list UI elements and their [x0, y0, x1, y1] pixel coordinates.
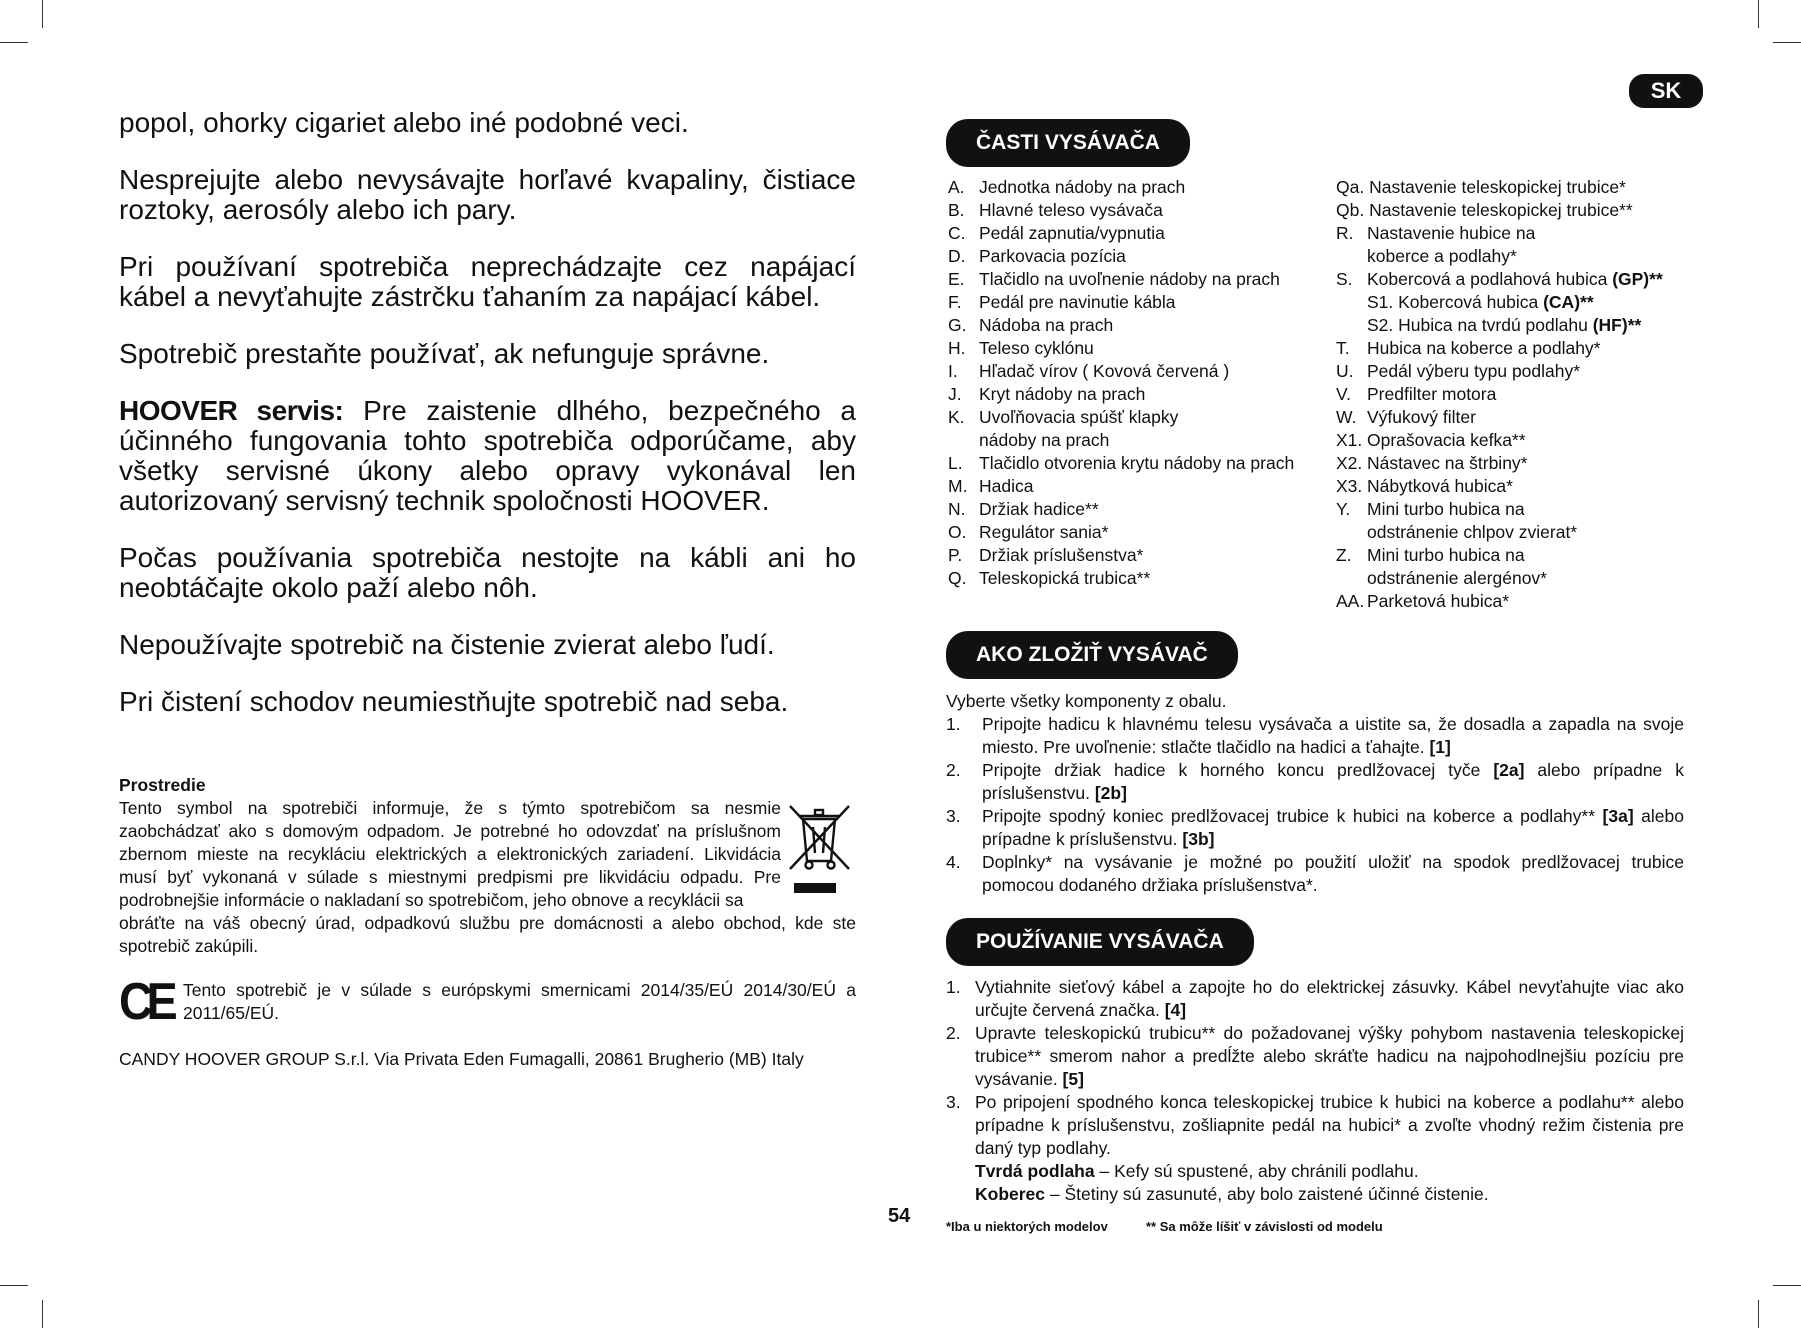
list-item: W. Výfukový filter: [1336, 407, 1476, 427]
list-item: U. Pedál výberu typu podlahy*: [1336, 361, 1581, 381]
paragraph: Spotrebič prestaňte používať, ak nefunguje správne.: [119, 338, 770, 369]
list-item: AA. Parketová hubica*: [1336, 591, 1510, 611]
list-item: B. Hlavné teleso vysávača: [948, 200, 1163, 220]
hoover-service-heading: HOOVER servis:: [119, 395, 344, 426]
hoover-service-text: Pre zaistenie dlhého, bezpečného a účinného fungovania tohto spotrebiča odporúčame, aby všetky servisné úkony alebo opravy vykonával len autorizovaný servisný technik spoločnosti HOOVER.: [119, 395, 856, 516]
list-item: 2. Upravte teleskopickú trubicu** do požadovanej výšky pohybom nastavenia teleskopickej trubice** smerom nahor a predĺžte alebo skráťte hadicu na najpohodlnejšiu pozíciu pre vysávanie. [5]: [946, 1023, 1684, 1089]
list-item: H. Teleso cyklónu: [948, 338, 1094, 358]
crop-mark: [0, 42, 28, 43]
paragraph: Pri používaní spotrebiča neprechádzajte cez napájací kábel a nevyťahujte zástrčku ťahaním za napájací kábel.: [119, 251, 856, 312]
parts-list-left: [948, 176, 1318, 590]
crop-mark: [42, 0, 43, 28]
footnote-some-models: *Iba u niektorých modelov: [946, 1219, 1108, 1234]
list-item: Qb. Nastavenie teleskopickej trubice**: [1336, 200, 1633, 220]
assemble-intro: Vyberte všetky komponenty z obalu.: [946, 691, 1227, 711]
list-item: L. Tlačidlo otvorenia krytu nádoby na prach: [948, 453, 1295, 473]
list-item: odstránenie alergénov*: [1367, 568, 1547, 588]
list-item: X3. Nábytková hubica*: [1336, 476, 1513, 496]
list-item: D. Parkovacia pozícia: [948, 246, 1126, 266]
list-item: odstránenie chlpov zvierat*: [1367, 522, 1578, 542]
crop-mark: [1773, 42, 1801, 43]
paragraph: popol, ohorky cigariet alebo iné podobné veci.: [119, 107, 689, 138]
list-item: G. Nádoba na prach: [948, 315, 1114, 335]
list-item: Tvrdá podlaha – Kefy sú spustené, aby chránili podlahu.: [975, 1161, 1419, 1181]
ce-compliance-text: Tento spotrebič je v súlade s európskymi smernicami 2014/35/EÚ 2014/30/EÚ a 2011/65/EÚ.: [183, 980, 856, 1023]
hoover-service-paragraph: [119, 396, 856, 516]
environment-text: Tento symbol na spotrebiči informuje, že s týmto spotrebičom sa nesmie zaobchádzať ako s domovým odpadom. Je potrebné ho odovzdať na príslušnom zbernom mieste na recykláciu elektrických a elektronických zariadení. Likvidácia musí byť vykonaná v súlade s miestnymi predpismi pre likvidáciu odpadu. Pre podrobnejšie informácie o nakladaní so spotrebičom, jeho obnove a recyklácii sa: [119, 798, 781, 910]
list-item: N. Držiak hadice**: [948, 499, 1099, 519]
list-item: F. Pedál pre navinutie kábla: [948, 292, 1176, 312]
language-badge: SK: [1629, 74, 1703, 108]
parts-list-right: [1336, 176, 1696, 613]
list-item: T. Hubica na koberce a podlahy*: [1336, 338, 1601, 358]
safety-text: [119, 108, 856, 744]
list-item: O. Regulátor sania*: [948, 522, 1109, 542]
list-item: I. Hľadač vírov ( Kovová červená ): [948, 361, 1230, 381]
list-item: Koberec – Štetiny sú zasunuté, aby bolo zaistené účinné čistenie.: [975, 1184, 1489, 1204]
list-item: S2. Hubica na tvrdú podlahu (HF)**: [1367, 315, 1642, 335]
crop-mark: [1758, 0, 1759, 28]
list-item: X2. Nástavec na štrbiny*: [1336, 453, 1528, 473]
list-item: P. Držiak príslušenstva*: [948, 545, 1144, 565]
list-item: 1. Vytiahnite sieťový kábel a zapojte ho do elektrickej zásuvky. Kábel nevyťahujte viac ako určujte červená značka. [4]: [946, 977, 1684, 1020]
list-item: Y. Mini turbo hubica na: [1336, 499, 1525, 519]
list-item: C. Pedál zapnutia/vypnutia: [948, 223, 1165, 243]
list-item: Z. Mini turbo hubica na: [1336, 545, 1525, 565]
paragraph: Nepoužívajte spotrebič na čistenie zvierat alebo ľudí.: [119, 629, 775, 660]
ce-mark-icon: CE: [119, 973, 172, 1031]
crop-mark: [1758, 1300, 1759, 1328]
crop-mark: [0, 1285, 28, 1286]
list-item: 3. Pripojte spodný koniec predlžovacej trubice k hubici na koberce a podlahy** [3a] alebo prípadne k príslušenstvu. [3b]: [946, 806, 1684, 849]
list-item: K. Uvoľňovacia spúšť klapky: [948, 407, 1179, 427]
list-item: 4. Doplnky* na vysávanie je možné po použití uložiť na spodok predlžovacej trubice pomocou dodaného držiaka príslušenstva*.: [946, 852, 1684, 895]
environment-text-continued: obráťte na váš obecný úrad, odpadkovú službu pre domácnosti a alebo obchod, kde ste spotrebič zakúpili.: [119, 913, 856, 956]
list-item: J. Kryt nádoby na prach: [948, 384, 1146, 404]
list-item: nádoby na prach: [979, 430, 1110, 450]
crop-mark: [42, 1300, 43, 1328]
list-item: E. Tlačidlo na uvoľnenie nádoby na prach: [948, 269, 1280, 289]
list-item: A. Jednotka nádoby na prach: [948, 177, 1186, 197]
list-item: Q. Teleskopická trubica**: [948, 568, 1151, 588]
paragraph: Pri čistení schodov neumiestňujte spotrebič nad seba.: [119, 686, 789, 717]
list-item: 3. Po pripojení spodného konca teleskopickej trubice k hubici na koberce a podlahu** alebo prípadne k príslušenstvu, zošliapnite pedál na hubici* a zvoľte vhodný režim čistenia pre daný typ podlahy.: [946, 1092, 1684, 1158]
section-badge-parts: ČASTI VYSÁVAČA: [946, 119, 1190, 167]
list-item: X1. Oprašovacia kefka**: [1336, 430, 1526, 450]
list-item: 1. Pripojte hadicu k hlavnému telesu vysávača a uistite sa, že dosadla a zapadla na svoje miesto. Pre uvoľnenie: stlačte tlačidlo na hadici a ťahajte. [1]: [946, 714, 1684, 757]
list-item: 2. Pripojte držiak hadice k horného koncu predlžovacej tyče [2a] alebo prípadne k príslušenstvu. [2b]: [946, 760, 1685, 803]
list-item: M. Hadica: [948, 476, 1034, 496]
weee-bin-icon: [787, 803, 853, 895]
section-badge-usage: POUŽÍVANIE VYSÁVAČA: [946, 918, 1254, 966]
assemble-steps: [946, 713, 1684, 897]
list-item: R. Nastavenie hubice na: [1336, 223, 1536, 243]
section-badge-assemble: AKO ZLOŽIŤ VYSÁVAČ: [946, 631, 1238, 679]
list-item: koberce a podlahy*: [1367, 246, 1517, 266]
paragraph: Počas používania spotrebiča nestojte na kábli ani ho neobtáčajte okolo paží alebo nôh.: [119, 542, 856, 603]
environment-title: Prostredie: [119, 775, 206, 795]
list-item: Qa. Nastavenie teleskopickej trubice*: [1336, 177, 1626, 197]
usage-steps: [946, 976, 1684, 1206]
paragraph: Nesprejujte alebo nevysávajte horľavé kvapaliny, čistiace roztoky, aerosóly alebo ich pary.: [119, 164, 856, 225]
crop-mark: [1773, 1285, 1801, 1286]
footnote-may-vary: ** Sa môže líšiť v závislosti od modelu: [1146, 1219, 1383, 1234]
page-number: 54: [888, 1205, 911, 1227]
list-item: S. Kobercová a podlahová hubica (GP)**: [1336, 269, 1663, 289]
list-item: S1. Kobercová hubica (CA)**: [1367, 292, 1594, 312]
company-address: CANDY HOOVER GROUP S.r.l. Via Privata Eden Fumagalli, 20861 Brugherio (MB) Italy: [119, 1049, 804, 1069]
list-item: V. Predfilter motora: [1336, 384, 1497, 404]
